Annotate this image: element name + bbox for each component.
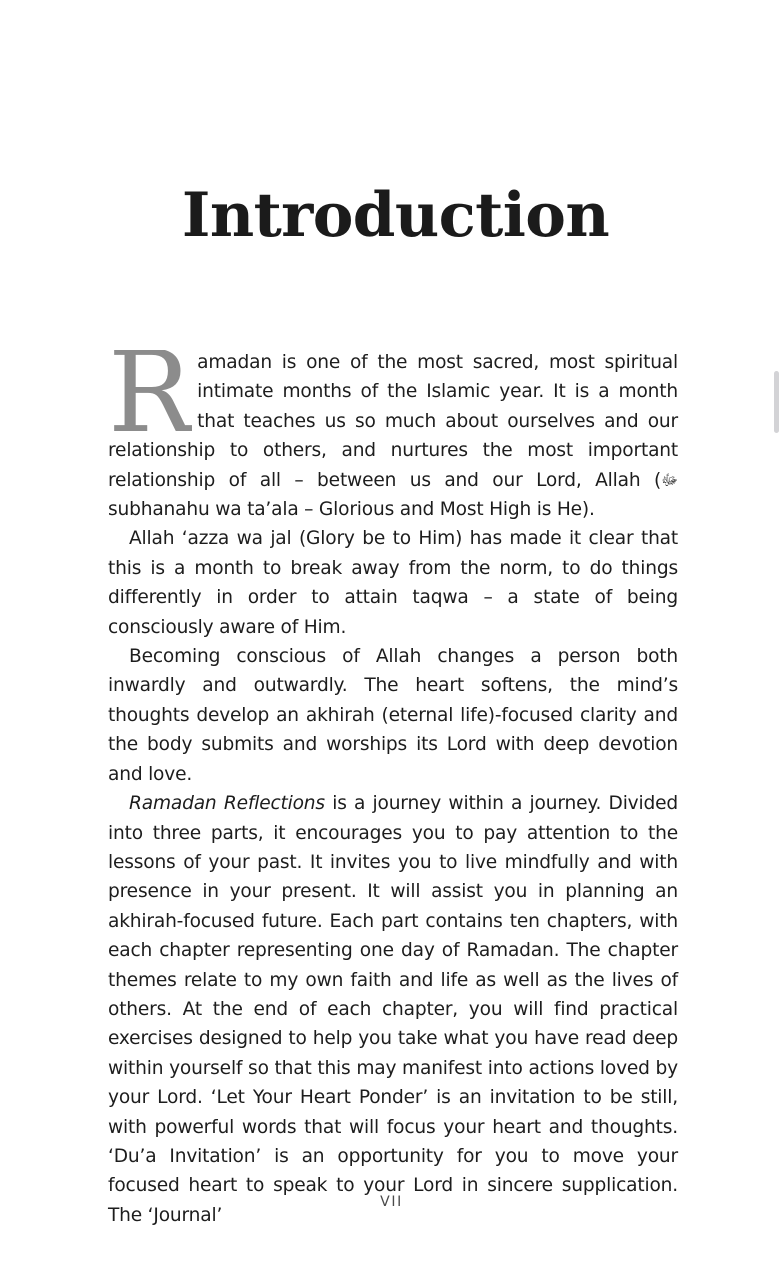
paragraph-text: is a journey within a journey. Divided into three parts, it encourages you to pay attention to the lessons of your past. It invites you to live mindfully and with presence in your present. It will assist you in planning an akhirah-focused future. Each part contains ten chapters, with each chapter representing one day of Ramadan. The chapter themes relate to my own faith and life as well as the lives of others. At the end of each chapter, you will find practical exercises designed to help you take what you have read deep within yourself so that this may manifest into actions loved by your Lord. ‘Let Your Heart Ponder’ is an invitation to be still, with powerful words that will focus your heart and thoughts. ‘Du’a Invitation’ is an opportunity for you to move your focused heart to speak to your Lord in sincere supplication. The ‘Journal’ (108, 793, 678, 1226)
arabic-honorific-glyph: ﷻ (661, 470, 678, 489)
page-title: Introduction (181, 179, 610, 251)
paragraph-text: Becoming conscious of Allah changes a person both inwardly and outwardly. The heart softens, the mind’s thoughts develop an akhirah (eternal life)-focused clarity and the body submits and worships its Lord with deep devotion and love. (108, 646, 678, 785)
paragraph-text: Allah ‘azza wa jal (Glory be to Him) has made it clear that this is a month to break away from the norm, to do things differently in order to attain taqwa – a state of being consciously aware of Him. (108, 528, 678, 638)
paragraph-p2 (108, 524, 678, 642)
paragraph-p1 (108, 348, 678, 524)
drop-cap-letter: R (108, 350, 193, 436)
paragraph-p4 (108, 789, 678, 1230)
body-text-column (108, 348, 678, 1230)
paragraph-text: amadan is one of the most sacred, most spiritual intimate months of the Islamic year. It is a month that teaches us so much about ourselves and our relationship to others, and nurtures the most important relationship of all – between us and our Lord, Allah ( (108, 352, 678, 491)
paragraph-p3 (108, 642, 678, 789)
page-number: VII (380, 1194, 403, 1210)
scrollbar[interactable] (774, 0, 783, 1280)
book-title-italic: Ramadan Reflections (129, 793, 325, 815)
scrollbar-thumb[interactable] (774, 371, 779, 433)
paragraph-text: subhanahu wa ta’ala – Glorious and Most High is He). (108, 499, 595, 521)
